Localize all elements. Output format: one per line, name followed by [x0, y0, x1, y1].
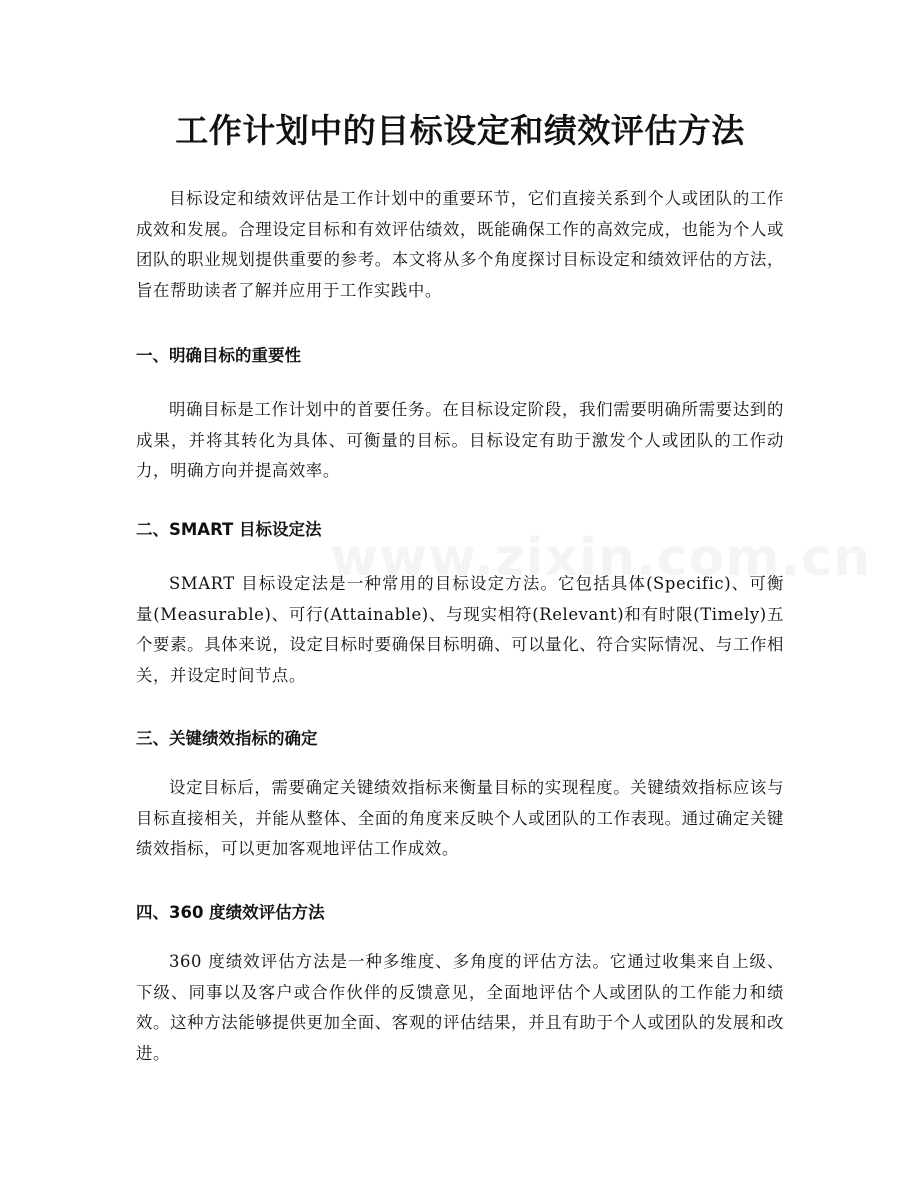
intro-paragraph: 目标设定和绩效评估是工作计划中的重要环节，它们直接关系到个人或团队的工作成效和发展。合理设定目标和有效评估绩效，既能确保工作的高效完成，也能为个人或团队的职业规划提供重要的参考。本文将从多个角度探讨目标设定和绩效评估的方法，旨在帮助读者了解并应用于工作实践中。 [136, 189, 784, 300]
section-4-paragraph: 360 度绩效评估方法是一种多维度、多角度的评估方法。它通过收集来自上级、下级、同事以及客户或合作伙伴的反馈意见，全面地评估个人或团队的工作能力和绩效。这种方法能够提供更加全面、客观的评估结果，并且有助于个人或团队的发展和改进。 [136, 952, 784, 1063]
section-3-heading: 三、关键绩效指标的确定 [136, 729, 318, 748]
section-4-heading: 四、360 度绩效评估方法 [136, 903, 325, 922]
section-2-heading: 二、SMART 目标设定法 [136, 520, 322, 539]
document-title: 工作计划中的目标设定和绩效评估方法 [175, 111, 745, 150]
section-1-paragraph: 明确目标是工作计划中的首要任务。在目标设定阶段，我们需要明确所需要达到的成果，并将其转化为具体、可衡量的目标。目标设定有助于激发个人或团队的工作动力，明确方向并提高效率。 [136, 400, 784, 480]
section-1-heading: 一、明确目标的重要性 [136, 346, 301, 365]
section-2-paragraph: SMART 目标设定法是一种常用的目标设定方法。它包括具体(Specific)、可衡量(Measurable)、可行(Attainable)、与现实相符(Relevant)和有时限(Timely)五个要素。具体来说，设定目标时要确保目标明确、可以量化、符合实际情况、与工作相关，并设定时间节点。 [136, 574, 784, 685]
section-3-paragraph: 设定目标后，需要确定关键绩效指标来衡量目标的实现程度。关键绩效指标应该与目标直接相关，并能从整体、全面的角度来反映个人或团队的工作表现。通过确定关键绩效指标，可以更加客观地评估工作成效。 [136, 778, 784, 858]
